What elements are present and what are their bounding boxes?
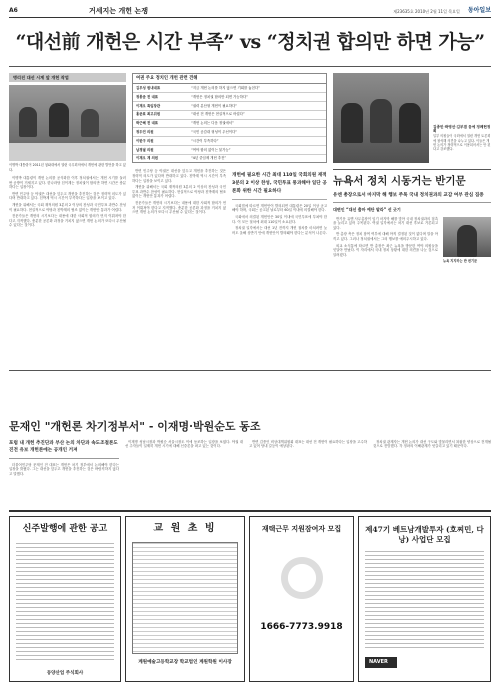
ad1-org: 동양산업 주식회사 <box>46 671 84 677</box>
ban-note: 대변인 “대선 출마 예단 말라” 선 긋기 <box>333 207 401 213</box>
moon-body-2 <box>125 440 243 478</box>
newspaper-brand: 동아일보 <box>467 7 491 15</box>
row-value: “여야 합의 없이는 불가능” <box>191 147 231 152</box>
row-key: 남경필 의원 <box>136 147 154 152</box>
ban-photo-block <box>443 217 491 263</box>
row-key: 홍준표 최고위원 <box>136 112 161 117</box>
page-number: A6 <box>9 7 18 15</box>
ban-paragraph: 반 총장 측은 정치 참여 여부에 대해 아직 결정된 것이 없다며 말을 아끼고 있다. 그러나 정치권에서는 그의 행보를 예의주시하고 있다. <box>333 232 438 241</box>
moon-columns <box>9 440 491 478</box>
forum-photo <box>333 73 429 163</box>
table-row <box>133 137 326 146</box>
middle-column <box>132 73 327 238</box>
row-value: “시간이 부족하다” <box>191 138 219 143</box>
row-value: “권력 분산형 개헌이 필요하다” <box>191 103 238 108</box>
row-key: 김무성 원내대표 <box>136 86 161 91</box>
ad3-title: 재택근무 지원잠여자 모집 <box>261 525 342 533</box>
moon-headline: 문재인 "개헌론 차기정부서" - 이재명·박원순도 동조 <box>9 420 261 433</box>
right-photo-caption-text: 일부 의원들이 국회에서 열린 개헌 토론회에 참석해 의견을 나누고 있다. 이들은 개헌 논의가 정략적으로 이용되어서는 안 된다고 강조했다. <box>433 134 491 152</box>
moon-body-3 <box>249 440 367 478</box>
ad3-graphic <box>272 543 332 613</box>
ban-paragraph: 외교 소식통에 따르면 반 총장은 최근 뉴욕을 방문한 여야 의원들을 잇달아 만났다. 이 자리에서 국내 정치 상황에 대한 의견을 나눈 것으로 알려졌다. <box>333 243 438 257</box>
row-value: “대선 전 개헌은 현실적으로 어렵다” <box>191 112 245 117</box>
ad-teacher-recruit[interactable] <box>125 516 245 682</box>
row-key: 이재오 특임장관 <box>136 103 161 108</box>
ad4-body <box>365 551 484 651</box>
cabinet-photo <box>9 85 126 161</box>
middle-paragraph: 국회에서 의결된 개헌안은 30일 이내에 국민투표에 부쳐야 한다. 이 모든 절차에 최대 110일이 소요된다. <box>232 215 327 224</box>
ad4-title: 제47기 베트남개발투자 (호찌민, 다낭) 사업단 모집 <box>365 525 484 545</box>
middle-left-text <box>132 169 226 237</box>
photo-caption-box <box>433 73 491 163</box>
left-photo-caption: 이명박 대통령이 2011년 청와대에서 열린 국무회의에서 개헌에 관한 발언을 하고 있다. <box>9 163 126 172</box>
ad-share-notice[interactable] <box>9 516 121 682</box>
politician-views-table <box>132 73 327 164</box>
middle-article-body <box>232 204 327 236</box>
ad2-body <box>132 542 238 654</box>
left-paragraph: 반면 민주당 등 야권은 대선을 앞두고 개헌을 추진하는 것은 정략적 의도가 있다며 반대하고 있다. 친박계 역시 시간이 부족하다는 입장을 보이고 있다. <box>9 191 126 201</box>
left-article-body <box>9 176 126 228</box>
left-column <box>9 73 126 230</box>
left-bar: 병리진 대선 시계 앞 개헌 작업 <box>9 73 126 83</box>
middle-body <box>132 169 327 237</box>
middle-paragraph: 정치권 일각에서는 대선 1년 전까지 개헌 절차를 마치려면 늦어도 올해 상반기 안에 개헌안이 발의돼야 한다는 분석이 나온다. <box>232 226 327 235</box>
ban-headline: 뉴욕서 정치 시동거는 반기문 <box>333 174 466 187</box>
row-key: 정두언 의원 <box>136 129 154 134</box>
moon-kicker: 포럼 내 개헌 추진단과 부산 논의 차단과 속도조절론도 진전 유보 개헌론에는 공개인 거져 <box>9 440 119 459</box>
right-photo-block <box>333 73 491 163</box>
section-rule <box>9 370 491 371</box>
right-column <box>333 73 491 263</box>
ad4-brand: NAVER <box>365 657 397 668</box>
row-key: 박근혜 전 대표 <box>136 121 159 126</box>
row-value: “개헌은 정치권 합의만 되면 가능하다” <box>191 94 248 99</box>
top-section <box>9 67 491 370</box>
middle-paragraph: 개헌을 위해서는 국회 재적의원 3분의 2 이상의 찬성과 국민투표 과반수 찬성이 필요하다. 현실적으로 야당과 친박계의 협조 없이는 개헌안 통과가 어렵다. <box>132 185 226 199</box>
ban-photo-caption: 뉴욕 지지하는 반 변기문 <box>443 258 478 263</box>
main-headline: “대선前 개헌은 시간 부족” vs “정치권 합의만 하면 가능” <box>15 31 485 53</box>
ban-paragraph: 반기문 유엔 사무총장이 임기 마지막 해를 맞아 국내 정치권과의 접촉을 늘리고 있어 주목된다. 여권 일각에서는 차기 대선 후보로 거론되고 있다. <box>333 216 438 230</box>
ad3-phone: 1666-7773.9918 <box>260 621 343 632</box>
moon-paragraph: 반면 김종인 비상대책위원회 대표는 대선 전 개헌이 필요하다는 입장을 고수하고 있어 당내 갈등이 예상된다. <box>249 439 367 449</box>
right-photo-caption: 김종민·박영선·김부겸 등에 정례헌정회 <box>433 124 491 134</box>
table-row <box>133 120 326 129</box>
table-row <box>133 155 326 163</box>
middle-paragraph: 전문가들은 개헌의 시기보다는 내용에 대한 사회적 합의가 먼저 이뤄져야 한다고 지적했다. 충분한 공론화 과정을 거치지 않으면 개헌 논의가 또다시 무산될 수 있다는 것이다. <box>132 201 226 215</box>
row-value: “국민 공감대 형성이 우선이다” <box>191 129 238 134</box>
ban-article-body <box>333 217 438 263</box>
table-title: 여권 주요 정치인 개헌 관련 견해 <box>133 74 326 85</box>
table-row <box>133 111 326 120</box>
row-key: 이한구 의원 <box>136 138 154 143</box>
left-paragraph: 개헌을 위해서는 국회 재적의원 3분의 2 이상의 찬성과 국민투표 과반수 찬성이 필요하다. 현실적으로 야당과 친박계의 협조 없이는 개헌안 통과가 어렵다. <box>9 202 126 212</box>
row-value: “지금 개헌 논의를 하지 않으면 기회를 놓친다” <box>191 86 260 91</box>
table-row <box>133 146 326 155</box>
ad-remote-work[interactable] <box>249 516 354 682</box>
moon-kicker-col <box>9 440 119 478</box>
table-row <box>133 102 326 111</box>
left-paragraph: 전문가들은 개헌의 시기보다는 내용에 대한 사회적 합의가 먼저 이뤄져야 한다고 지적했다. 충분한 공론화 과정을 거치지 않으면 개헌 논의가 또다시 무산될 수 있다는 것이다. <box>9 214 126 228</box>
page-header <box>9 6 491 18</box>
ad2-title: 교 원 초 빙 <box>153 523 217 534</box>
middle-right-text <box>232 169 327 237</box>
row-key: 이재오 계 의원 <box>136 156 159 161</box>
issue-date: 제23635호 2010년 2월 11일 목요일 <box>393 8 460 14</box>
ban-photo <box>443 217 491 257</box>
ban-article <box>333 217 491 263</box>
row-value: “개헌 논의는 다음 정권에서” <box>191 121 234 126</box>
section-title: 거세지는 개헌 논쟁 <box>89 6 148 15</box>
moon-body-1 <box>9 463 119 477</box>
right-rule <box>333 169 491 170</box>
pull-quote: 개헌에 필요한 시간 최대 110일 국회의원 재적 3분의 2 이상 찬성, 국민투표 통과해야 일단 공론화 위한 시간 필요하다 <box>232 169 327 199</box>
middle-paragraph: 국회법에 따르면 개헌안이 발의되면 대통령은 20일 이상 공고해야 하며, 국회는 공고된 날로부터 60일 이내에 의결해야 한다. <box>232 203 327 213</box>
row-key: 정몽준 전 대표 <box>136 94 159 99</box>
table-row <box>133 128 326 137</box>
row-value: “4년 중임제 개헌 추진” <box>191 156 227 161</box>
table-row <box>133 84 326 93</box>
ad1-body <box>16 543 114 663</box>
moon-paragraph: 정치권 관계자는 개헌 논의가 대선 구도와 맞물리면서 복잡한 양상으로 전개될 것으로 전망했다. 각 정파의 이해관계가 엇갈리고 있기 때문이다. <box>373 439 491 449</box>
moon-paragraph: 이재명 성남시장과 박원순 서울시장도 이에 동조하는 입장을 보였다. 야권 대선 주자들이 일제히 개헌 시기에 대해 신중론을 펴고 있는 것이다. <box>125 439 243 449</box>
left-paragraph: 이명박 대통령이 개헌 논의를 공식화한 이후 정치권에서는 개헌 시기를 둘러싼 공방이 거세지고 있다. 한나라당 친이계는 정치권이 합의만 하면 시간은 충분하다는 입장이다. <box>9 175 126 190</box>
moon-article <box>9 420 491 478</box>
ban-kicker: 유엔 총장으로서 마지막 해 행보 주목 국내 정치권과의 교감 여부 관심 집중 <box>333 192 491 203</box>
ad1-title: 신주발행에 관한 공고 <box>22 524 108 534</box>
moon-paragraph: 더불어민주당 문재인 전 대표는 개헌은 차기 정부에서 논의해야 한다는 입장을 밝혔다. 그는 대선을 앞두고 개헌을 추진하는 것은 바람직하지 않다고 말했다. <box>9 462 119 476</box>
ad2-school: 계원예술고등학교장 학교법인 계원학원 이사장 <box>138 659 232 665</box>
table-row <box>133 93 326 102</box>
advertisement-row <box>9 510 491 684</box>
ad-vietnam-invest[interactable] <box>358 516 491 682</box>
moon-body-4 <box>373 440 491 478</box>
middle-paragraph: 반면 민주당 등 야권은 대선을 앞두고 개헌을 추진하는 것은 정략적 의도가 있다며 반대하고 있다. 친박계 역시 시간이 부족하다는 입장을 보이고 있다. <box>132 169 226 183</box>
